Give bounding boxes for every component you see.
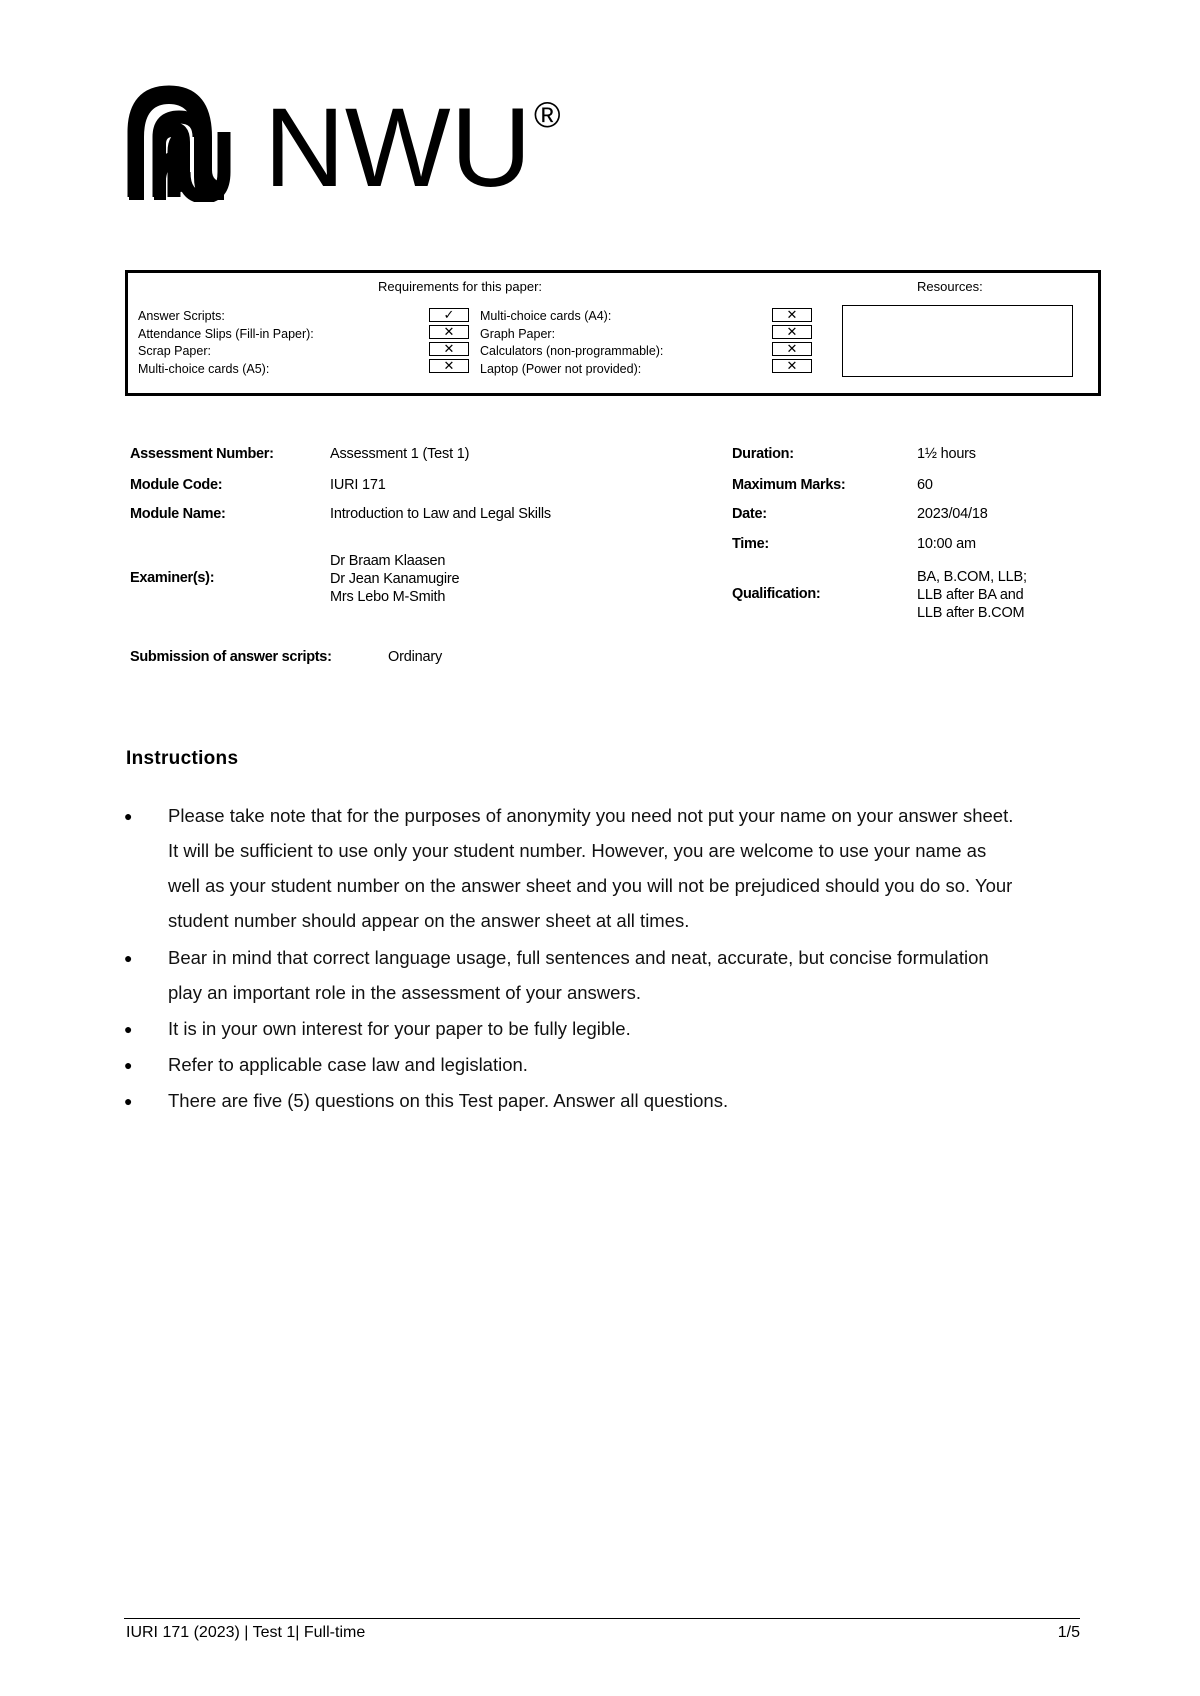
- qualification-label: Qualification:: [732, 586, 821, 602]
- footer-divider: [124, 1618, 1080, 1619]
- cross-icon: ✕: [429, 342, 469, 356]
- instruction-line: It is in your own interest for your paper to be fully legible.: [168, 1018, 631, 1039]
- resources-heading: Resources:: [917, 279, 983, 294]
- req-item-answer-scripts: Answer Scripts:: [138, 309, 225, 323]
- req-item-mc-cards-a5: Multi-choice cards (A5):: [138, 361, 270, 376]
- examiner-name: Dr Jean Kanamugire: [330, 571, 460, 587]
- requirements-heading: Requirements for this paper:: [378, 279, 543, 294]
- time-label: Time:: [732, 536, 769, 552]
- req-item-graph-paper: Graph Paper:: [480, 326, 556, 341]
- instruction-line: student number should appear on the answer sheet at all times.: [168, 910, 690, 931]
- duration-value: 1½ hours: [917, 446, 976, 462]
- checkmark-icon: ✓: [429, 308, 469, 322]
- instruction-line: Bear in mind that correct language usage, full sentences and neat, accurate, but concise formulation: [168, 947, 989, 968]
- maximum-marks-label: Maximum Marks:: [732, 477, 846, 493]
- cross-icon: ✕: [772, 308, 812, 322]
- cross-icon: ✕: [772, 325, 812, 339]
- req-item-attendance-slips: Attendance Slips (Fill-in Paper):: [138, 326, 314, 341]
- maximum-marks-value: 60: [917, 477, 933, 493]
- resources-area: [842, 305, 1073, 377]
- instruction-line: Please take note that for the purposes of anonymity you need not put your name on your answer sheet.: [168, 805, 1014, 826]
- nwu-logo-text: NWU: [264, 85, 532, 202]
- bullet-icon: ●: [124, 1093, 133, 1109]
- instruction-line: play an important role in the assessment of your answers.: [168, 982, 642, 1003]
- assessment-number-label: Assessment Number:: [130, 446, 274, 462]
- examiner-name: Dr Braam Klaasen: [330, 553, 446, 569]
- page-number: 1/5: [1057, 1624, 1080, 1641]
- time-value: 10:00 am: [917, 536, 976, 552]
- qualification-list: [917, 568, 1027, 622]
- qualification-line: LLB after B.COM: [917, 605, 1025, 621]
- footer-course-info: IURI 171 (2023) | Test 1| Full-time: [126, 1624, 366, 1641]
- date-label: Date:: [732, 506, 767, 522]
- date-value: 2023/04/18: [917, 506, 988, 522]
- examiners-list: [330, 552, 459, 606]
- qualification-line: BA, B.COM, LLB;: [917, 569, 1027, 585]
- module-name-label: Module Name:: [130, 506, 226, 522]
- examiners-label: Examiner(s):: [130, 570, 215, 586]
- instruction-line: well as your student number on the answer sheet and you will not be prejudiced should you do so. Your: [168, 875, 1013, 896]
- module-code-label: Module Code:: [130, 477, 223, 493]
- instructions-heading: Instructions: [126, 748, 239, 769]
- req-item-calculators: Calculators (non-programmable):: [480, 344, 664, 358]
- cross-icon: ✕: [772, 359, 812, 373]
- bullet-icon: ●: [124, 808, 133, 824]
- cross-icon: ✕: [429, 325, 469, 339]
- registered-mark: ®: [534, 94, 561, 135]
- req-right-list: [480, 308, 663, 378]
- instruction-line: It will be sufficient to use only your student number. However, you are welcome to use your name as: [168, 840, 987, 861]
- module-code-value: IURI 171: [330, 477, 386, 493]
- nwu-emblem-icon: [124, 82, 584, 202]
- bullet-icon: ●: [124, 1057, 133, 1073]
- req-item-laptop: Laptop (Power not provided):: [480, 361, 642, 376]
- module-name-value: Introduction to Law and Legal Skills: [330, 506, 551, 522]
- submission-value: Ordinary: [388, 649, 442, 665]
- bullet-icon: ●: [124, 950, 133, 966]
- duration-label: Duration:: [732, 446, 794, 462]
- bullet-icon: ●: [124, 1021, 133, 1037]
- cross-icon: ✕: [772, 342, 812, 356]
- submission-label: Submission of answer scripts:: [130, 649, 332, 665]
- qualification-line: LLB after BA and: [917, 587, 1024, 603]
- req-item-scrap-paper: Scrap Paper:: [138, 344, 211, 358]
- assessment-number-value: Assessment 1 (Test 1): [330, 446, 470, 462]
- nwu-logo: [124, 82, 584, 202]
- req-item-mc-cards-a4: Multi-choice cards (A4):: [480, 309, 612, 323]
- requirements-box: [125, 270, 1101, 396]
- cross-icon: ✕: [429, 359, 469, 373]
- instruction-line: Refer to applicable case law and legislation.: [168, 1054, 528, 1075]
- req-left-list: [138, 308, 314, 378]
- examiner-name: Mrs Lebo M-Smith: [330, 589, 446, 605]
- instruction-line: There are five (5) questions on this Test paper. Answer all questions.: [168, 1090, 729, 1111]
